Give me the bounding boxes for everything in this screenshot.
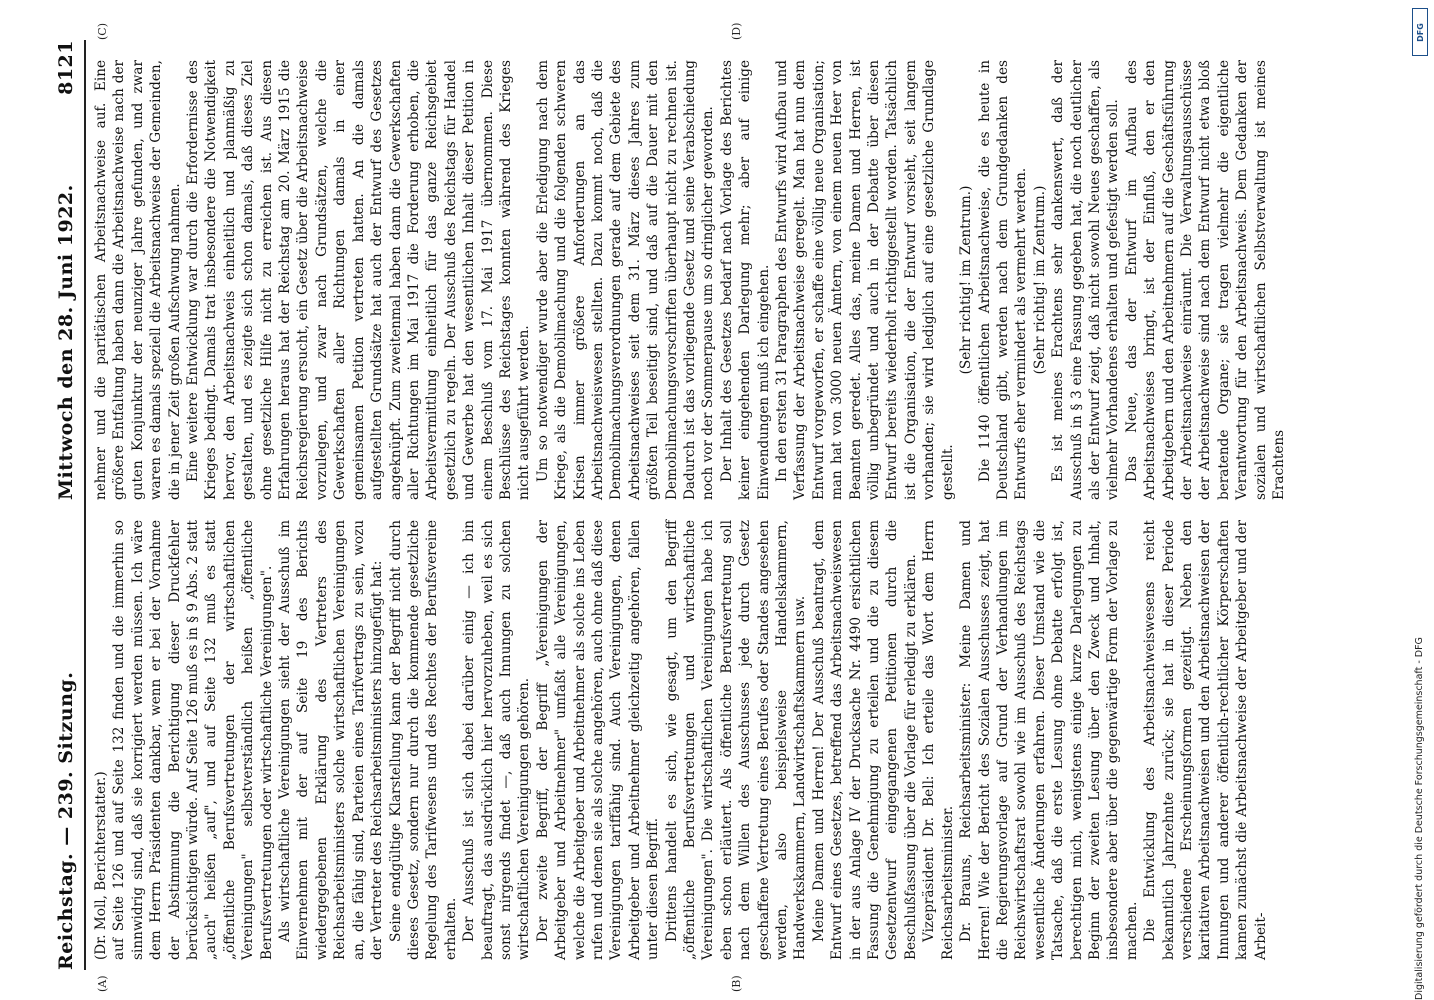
- paragraph: auf Seite 126 und auf Seite 132 finden und die immerhin so sinnwidrig sind, daß sie korrigiert werden müssen. Ich wäre dem Herrn Präsidenten dankbar, wenn er bei der Vornahme der Abstimmung die Berichtigung dieser Druckfehler berücksichtigen würde. Auf Seite 126 muß es in § 9 Abs. 2 statt „auch" heißen „auf", und auf Seite 132 muß es statt „öffentliche Berufsvertretungen der wirtschaftlichen Vereinigungen" selbstverständlich heißen „öffentliche Berufsvertretungen oder wirtschaftliche Vereinigungen".: [111, 520, 275, 960]
- paragraph: Um so notwendiger wurde aber die Erledigung nach dem Kriege, als die Demobilmachung und die folgenden schweren Krisen immer größere Anforderungen an das Arbeitsnachweiswesen stellten. Dazu kommt noch, daß die Demobilmachungsverordnungen gerade auf dem Gebiete des Arbeitsnachweises seit dem 31. März dieses Jahres zum größten Teil beseitigt sind, und daß auf die Dauer mit den Demobilmachungsvorschriften überhaupt nicht zu rechnen ist. Dadurch ist das vorliegende Gesetz und seine Verabschiedung noch vor der Sommerpause um so dringlicher geworden.: [534, 60, 717, 500]
- paragraph: Seine endgültige Klarstellung kann der Begriff nicht durch dieses Gesetz, sondern nur durch die kommende gesetzliche Regelung des Tarifwesens und des Rechtes der Berufsvereine erhalten.: [387, 520, 459, 960]
- margin-mark-c: (C): [96, 23, 109, 40]
- dfg-logo: [1412, 8, 1428, 56]
- paragraph: Der zweite Begriff, der Begriff „Vereinigungen der Arbeitgeber und Arbeitnehmer" umfaßt alle Vereinigungen, welche die Arbeitgeber und Arbeitnehmer als solche ins Leben rufen und denen sie als solche angehören, auch ohne daß diese Vereinigungen tariffähig sind. Auch Vereinigungen, denen Arbeitgeber und Arbeitnehmer gleichzeitig angehören, fallen unter diesen Begriff.: [534, 520, 662, 960]
- margin-mark-d: (D): [730, 22, 743, 40]
- header-rule: [84, 40, 86, 970]
- page-number: 8121: [55, 40, 77, 95]
- left-column: [92, 520, 1404, 960]
- paragraph: Drittens handelt es sich, wie gesagt, um den Begriff „öffentliche Berufsvertretungen und wirtschaftliche Vereinigungen". Die wirtschaftlichen Vereinigungen habe ich eben schon erläutert. Als öffentliche Berufsvertretung soll nach dem Willen des Ausschusses jede durch Gesetz geschaffene Vertretung eines Berufes oder Standes angesehen werden, also beispielsweise Handelskammern, Handwerkskammern, Landwirtschaftskammern usw.: [663, 520, 809, 960]
- speaker-note: (Dr. Moll, Berichterstatter.): [93, 771, 109, 960]
- digitization-note: Digitalisierung gefördert durch die Deutsche Forschungsgemeinschaft - DFG: [1414, 637, 1425, 1000]
- paragraph: Es ist meines Erachtens sehr dankenswert, daß der Ausschuß in § 3 eine Fassung gegeben hat, die noch deutlicher als der Entwurf zeigt, daß nicht sowohl Neues geschaffen, als vielmehr Vorhandenes erhalten und gefestigt werden soll.: [1050, 60, 1122, 500]
- paragraph: nehmer und die paritätischen Arbeitsnachweise auf. Eine größere Entfaltung haben dann die Arbeitsnachweise nach der guten Konjunktur der neunziger Jahre gefunden, und zwar waren es damals speziell die Arbeitsnachweise der Gemeinden, die in jener Zeit großen Aufschwung nahmen.: [93, 60, 183, 500]
- paragraph: Als wirtschaftliche Vereinigungen sieht der Ausschuß im Einvernehmen mit der auf Seite 19 des Berichts wiedergegebenen Erklärung des Vertreters des Reichsarbeitsministers solche wirtschaftlichen Vereinigungen an, die fähig sind, Parteien eines Tarifvertrags zu sein, wozu der Vertreter des Reichsarbeitsministers hinzugefügt hat:: [277, 520, 386, 960]
- paragraph: Der Ausschuß ist sich dabei darüber einig — ich bin beauftragt, das ausdrücklich hier hervorzuheben, weil es sich sonst nirgends findet —, daß auch Innungen zu solchen wirtschaftlichen Vereinigungen gehören.: [461, 520, 533, 960]
- paragraph: Die Entwicklung des Arbeitsnachweiswesens reicht bekanntlich Jahrzehnte zurück; sie hat in dieser Periode verschiedene Erscheinungsformen gezeitigt. Neben den karitativen Arbeitsnachweisen und den Arbeitsnachweisen der Innungen und anderer öffentlich-rechtlicher Körperschaften kamen zunächst die Arbeitsnachweise der Arbeitgeber und der Arbeit-: [1142, 520, 1269, 960]
- paragraph: Eine weitere Entwicklung war durch die Erfordernisse des Krieges bedingt. Damals trat insbesondere die Notwendigkeit hervor, den Arbeitsnachweis einheitlich und planmäßig zu gestalten, und es zeigte sich schon damals, daß dieses Ziel ohne gesetzliche Hilfe nicht zu erreichen ist. Aus diesen Erfahrungen heraus hat der Reichstag am 20. März 1915 die Reichsregierung ersucht, ein Gesetz über die Arbeitsnachweise vorzulegen, und zwar nach Grundsätzen, welche die Gewerkschaften aller Richtungen damals in einer gemeinsamen Petition vertreten hatten. An die damals aufgestellten Grundsätze hat auch der Entwurf des Gesetzes angeknüpft. Zum zweitenmal haben dann die Gewerkschaften aller Richtungen im Mai 1917 die Forderung erhoben, die Arbeitsvermittlung einheitlich für das ganze Reichsgebiet gesetzlich zu regeln. Der Ausschuß des Reichstags für Handel und Gewerbe hat den wesentlichen Inhalt dieser Petition in einem Beschluß vom 17. Mai 1917 übernommen. Diese Beschlüsse des Reichstages konnten während des Krieges nicht ausgeführt werden.: [185, 60, 533, 500]
- header-date: Mittwoch den 28. Juni 1922.: [55, 184, 77, 500]
- paragraph: Der Inhalt des Gesetzes bedarf nach Vorlage des Berichtes keiner eingehenden Darlegung mehr; aber auf einige Einwendungen muß ich eingehen.: [718, 60, 772, 500]
- interjection: (Sehr richtig! im Zentrum.): [1031, 185, 1048, 375]
- page-header: [55, 40, 81, 970]
- paragraph: Das Neue, das der Entwurf im Aufbau des Arbeitsnachweises bringt, ist der Einfluß, den er den Arbeitgebern und den Arbeitnehmern auf die Geschäftsführung der Arbeitsnachweise einräumt. Die Verwaltungsausschüsse der Arbeitsnachweise sind nach dem Entwurf nicht etwa bloß beratende Organe; sie tragen vielmehr die eigentliche Verantwortung für den Arbeitsnachweis. Dem Gedanken der sozialen und wirtschaftlichen Selbstverwaltung ist meines Erachtens: [1123, 60, 1287, 500]
- right-column: [92, 60, 1404, 500]
- paragraph: Dr. Brauns, Reichsarbeitsminister: Meine Damen und Herren! Wie der Bericht des Sozialen Ausschusses zeigt, hat die Regierungsvorlage auf Grund der Verhandlungen im Reichswirtschaftsrat sowohl wie im Ausschuß des Reichstags wesentliche Änderungen erfahren. Dieser Umstand wie die Tatsache, daß die erste Lesung ohne Debatte erfolgt ist, berechtigen mich, wenigstens einige kurze Darlegungen zu Beginn der zweiten Lesung über den Zweck und Inhalt, insbesondere aber über die gegenwärtige Form der Vorlage zu machen.: [958, 520, 1140, 960]
- header-session: Reichstag. — 239. Sitzung.: [55, 671, 77, 970]
- paragraph: In den ersten 31 Paragraphen des Entwurfs wird Aufbau und Verfassung der Arbeitsnachweise geregelt. Man hat nun dem Entwurf vorgeworfen, er schaffe eine völlig neue Organisation; man hat von 3000 neuen Ämtern, von einem neuen Heer von Beamten geredet. Alles das, meine Damen und Herren, ist völlig unbegründet und auch in der Debatte über diesen Entwurf bereits wiederholt richtiggestellt worden. Tatsächlich ist die Organisation, die der Entwurf vorsieht, seit langem vorhanden; sie wird lediglich auf eine gesetzliche Grundlage gestellt.: [774, 60, 956, 500]
- paragraph: Die 1140 öffentlichen Arbeitsnachweise, die es heute in Deutschland gibt, werden nach dem Grundgedanken des Entwurfs eher vermindert als vermehrt werden.: [976, 60, 1030, 500]
- interjection: (Sehr richtig! im Zentrum.): [958, 185, 975, 375]
- margin-mark-a: (A): [96, 975, 109, 992]
- margin-mark-b: (B): [730, 975, 743, 992]
- paragraph: Meine Damen und Herren! Der Ausschuß beantragt, dem Entwurf eines Gesetzes, betreffend das Arbeitsnachweiswesen in der aus Anlage IV der Drucksache Nr. 4490 ersichtlichen Fassung die Genehmigung zu erteilen und die zu diesem Gesetzentwurf eingegangenen Petitionen durch die Beschlußfassung über die Vorlage für erledigt zu erklären.: [810, 520, 919, 960]
- dfg-logo-text: DFG: [1415, 22, 1425, 42]
- digitization-strip: [1406, 0, 1432, 1000]
- paragraph: Vizepräsident Dr. Bell: Ich erteile das Wort dem Herrn Reichsarbeitsminister.: [921, 520, 956, 960]
